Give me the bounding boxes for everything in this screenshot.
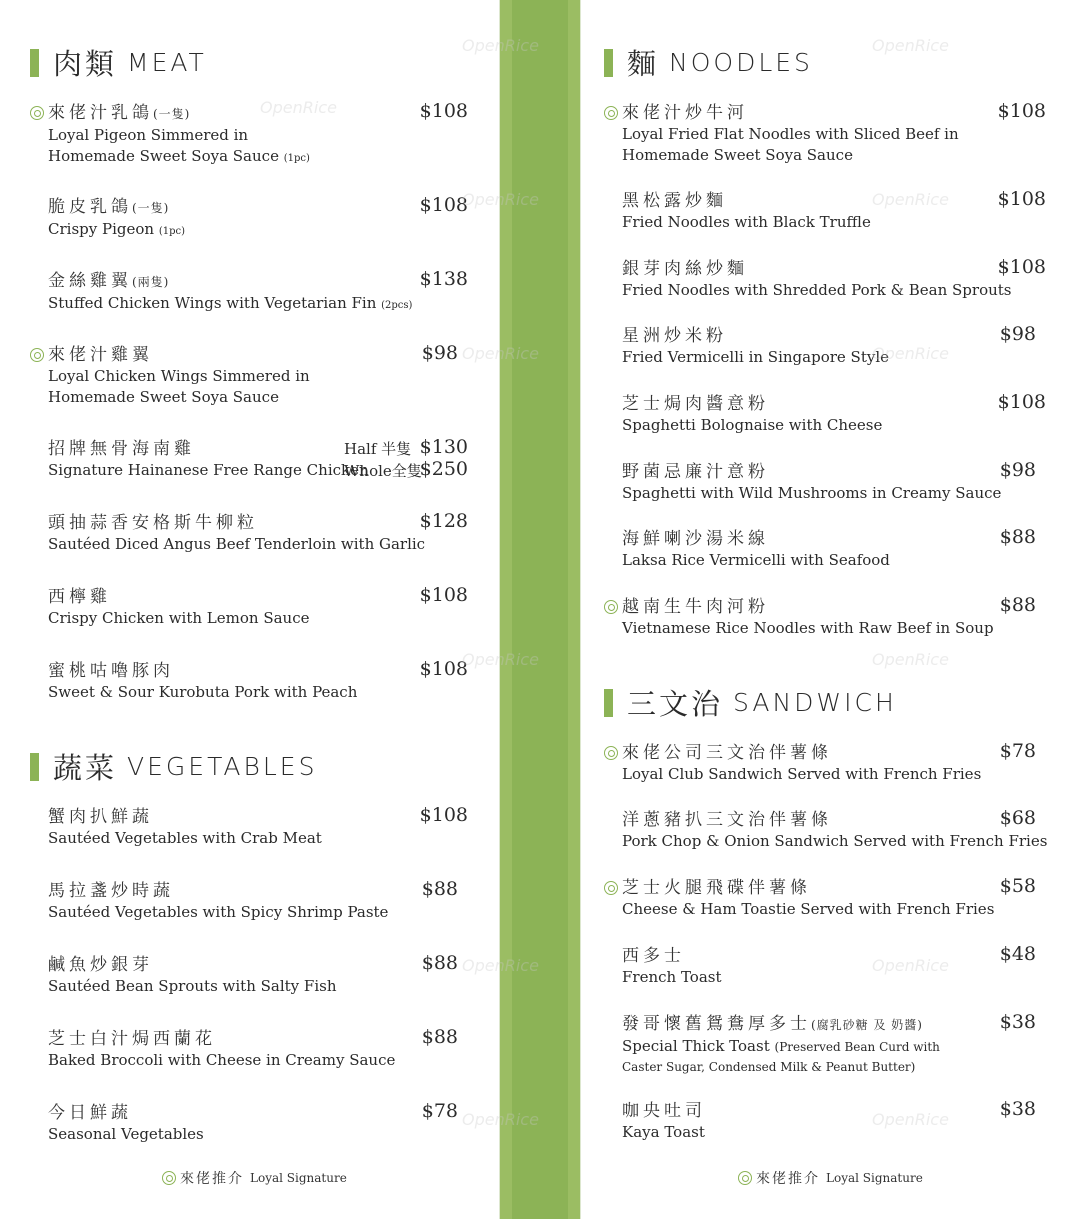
item-price: $108 xyxy=(997,100,1046,122)
watermark-logo: OpenRice xyxy=(872,650,949,669)
item-name-en: Stuffed Chicken Wings with Vegetarian Fin xyxy=(48,294,377,312)
menu-item xyxy=(622,258,1011,301)
menu-item xyxy=(48,438,369,481)
menu-item xyxy=(48,660,357,703)
section-title-en: VEGETABLES xyxy=(127,752,318,781)
menu-item xyxy=(622,325,889,368)
section-title-zh: 三文治 xyxy=(627,687,724,721)
item-name-zh: 星洲炒米粉 xyxy=(622,326,727,346)
item-name-en-line2: Homemade Sweet Soya Sauce xyxy=(622,146,853,164)
section-title-zh: 麵 xyxy=(627,47,660,81)
section-title-zh: 肉類 xyxy=(53,47,118,81)
section-title-en: SANDWICH xyxy=(733,688,897,717)
section-title-vegetables xyxy=(30,746,317,787)
item-name-en: Signature Hainanese Free Range Chicken xyxy=(48,461,369,479)
menu-item xyxy=(622,102,959,166)
menu-item xyxy=(622,461,1001,504)
item-price: $78 xyxy=(999,740,1036,762)
item-note-en: (Preserved Bean Curd with xyxy=(774,1040,940,1054)
signature-icon xyxy=(738,1171,752,1185)
item-name-en: Loyal Chicken Wings Simmered in xyxy=(48,367,310,385)
item-note-zh: (一隻) xyxy=(132,201,170,215)
item-price-half: $130 xyxy=(419,436,468,458)
menu-item xyxy=(622,190,871,233)
section-bar-icon xyxy=(30,753,39,781)
item-name-zh: 野菌忌廉汁意粉 xyxy=(622,462,769,482)
item-name-en: Loyal Pigeon Simmered in xyxy=(48,126,249,144)
item-price: $38 xyxy=(999,1011,1036,1033)
item-price: $108 xyxy=(419,804,468,826)
item-name-zh: 西檸雞 xyxy=(48,587,111,607)
item-name-zh: 芝士焗肉醬意粉 xyxy=(622,394,769,414)
center-band-right xyxy=(568,0,580,1219)
left-menu-column xyxy=(0,0,498,1219)
item-price: $98 xyxy=(999,323,1036,345)
menu-item xyxy=(622,742,981,785)
section-title-meat xyxy=(30,42,207,83)
item-name-en: French Toast xyxy=(622,968,722,986)
item-name-zh: 洋蔥豬扒三文治伴薯條 xyxy=(622,810,832,830)
item-name-en: Crispy Pigeon xyxy=(48,220,155,238)
footer-en: Loyal Signature xyxy=(826,1171,923,1185)
item-name-en: Sautéed Bean Sprouts with Salty Fish xyxy=(48,977,337,995)
menu-item xyxy=(48,806,322,849)
section-bar-icon xyxy=(604,689,613,717)
item-name-en: Vietnamese Rice Noodles with Raw Beef in Soup xyxy=(622,619,994,637)
item-price: $108 xyxy=(997,256,1046,278)
item-name-en-line2: Caster Sugar, Condensed Milk & Peanut Butter) xyxy=(622,1060,916,1074)
item-name-en: Fried Noodles with Shredded Pork & Bean Sprouts xyxy=(622,281,1012,299)
menu-item xyxy=(48,1028,395,1071)
item-price: $108 xyxy=(419,584,468,606)
item-name-zh: 脆皮乳鴿 xyxy=(48,197,132,217)
item-name-en-line2: Homemade Sweet Soya Sauce xyxy=(48,388,279,406)
item-name-zh: 頭抽蒜香安格斯牛柳粒 xyxy=(48,513,258,533)
item-name-en: Seasonal Vegetables xyxy=(48,1125,204,1143)
watermark-logo: OpenRice xyxy=(872,344,949,363)
item-price: $78 xyxy=(421,1100,458,1122)
item-price-whole: $250 xyxy=(419,458,468,480)
item-name-en: Laksa Rice Vermicelli with Seafood xyxy=(622,551,890,569)
section-title-noodles xyxy=(604,42,813,83)
item-price: $128 xyxy=(419,510,468,532)
item-price: $88 xyxy=(999,526,1036,548)
menu-item xyxy=(48,196,185,242)
menu-item xyxy=(48,344,310,408)
item-name-zh: 越南生牛肉河粉 xyxy=(622,597,769,617)
item-price: $48 xyxy=(999,943,1036,965)
item-name-zh: 鹹魚炒銀芽 xyxy=(48,955,153,975)
item-name-zh: 西多士 xyxy=(622,946,685,966)
item-name-en: Loyal Club Sandwich Served with French Fries xyxy=(622,765,982,783)
menu-item xyxy=(622,877,994,920)
item-note-en: (2pcs) xyxy=(381,300,413,311)
item-name-zh: 蜜桃咕嚕豚肉 xyxy=(48,661,174,681)
footer-signature-legend xyxy=(738,1168,923,1188)
item-price: $108 xyxy=(419,100,468,122)
item-name-en: Spaghetti with Wild Mushrooms in Creamy Sauce xyxy=(622,484,1002,502)
center-band-left xyxy=(500,0,512,1219)
menu-item xyxy=(622,1013,940,1077)
watermark-logo: OpenRice xyxy=(462,650,539,669)
item-note-zh: (一隻) xyxy=(153,107,191,121)
menu-item xyxy=(622,945,722,988)
menu-item xyxy=(48,954,336,997)
item-name-en: Fried Vermicelli in Singapore Style xyxy=(622,348,889,366)
item-name-en: Sautéed Vegetables with Spicy Shrimp Paste xyxy=(48,903,389,921)
item-price: $108 xyxy=(419,658,468,680)
item-name-zh: 蟹肉扒鮮蔬 xyxy=(48,807,153,827)
footer-zh: 來佬推介 xyxy=(756,1171,820,1187)
signature-icon xyxy=(604,746,618,760)
item-price: $88 xyxy=(421,1026,458,1048)
item-price: $88 xyxy=(421,878,458,900)
item-name-zh: 咖央吐司 xyxy=(622,1101,706,1121)
item-price: $98 xyxy=(421,342,458,364)
menu-item xyxy=(622,1100,706,1143)
item-price: $108 xyxy=(997,188,1046,210)
item-name-en: Sautéed Vegetables with Crab Meat xyxy=(48,829,322,847)
divider-line-right xyxy=(580,0,581,1219)
item-name-en: Cheese & Ham Toastie Served with French Fries xyxy=(622,900,995,918)
menu-item xyxy=(622,809,1047,852)
section-bar-icon xyxy=(30,49,39,77)
signature-icon xyxy=(30,106,44,120)
menu-item xyxy=(48,586,310,629)
item-name-zh: 金絲雞翼 xyxy=(48,271,132,291)
footer-signature-legend xyxy=(162,1168,347,1188)
item-name-zh: 發哥懷舊鴛鴦厚多士 xyxy=(622,1014,811,1034)
item-name-zh: 芝士白汁焗西蘭花 xyxy=(48,1029,216,1049)
item-name-en: Kaya Toast xyxy=(622,1123,705,1141)
menu-item xyxy=(622,393,882,436)
menu-item xyxy=(48,270,412,316)
item-price: $108 xyxy=(997,391,1046,413)
item-price: $108 xyxy=(419,194,468,216)
item-name-zh: 來佬公司三文治伴薯條 xyxy=(622,743,832,763)
section-title-sandwich xyxy=(604,682,897,723)
item-name-zh: 來佬汁雞翼 xyxy=(48,345,153,365)
section-title-en: MEAT xyxy=(127,48,207,77)
item-name-zh: 黑松露炒麵 xyxy=(622,191,727,211)
item-price: $68 xyxy=(999,807,1036,829)
item-name-en: Loyal Fried Flat Noodles with Sliced Beef in xyxy=(622,125,959,143)
item-name-zh: 來佬汁乳鴿 xyxy=(48,103,153,123)
section-title-en: NOODLES xyxy=(669,48,813,77)
item-note-zh: (兩隻) xyxy=(132,275,170,289)
item-name-en: Sautéed Diced Angus Beef Tenderloin with Garlic xyxy=(48,535,426,553)
watermark-logo: OpenRice xyxy=(872,36,949,55)
item-note-en: (1pc) xyxy=(283,153,310,164)
right-menu-column xyxy=(582,0,1080,1219)
item-price: $88 xyxy=(421,952,458,974)
signature-icon xyxy=(604,600,618,614)
item-name-zh: 海鮮喇沙湯米線 xyxy=(622,529,769,549)
whole-label: Whole全隻 xyxy=(344,462,422,480)
item-price: $58 xyxy=(999,875,1036,897)
center-band xyxy=(512,0,568,1219)
half-label: Half 半隻 xyxy=(344,440,412,458)
watermark-logo: OpenRice xyxy=(872,1110,949,1129)
watermark-logo: OpenRice xyxy=(462,36,539,55)
watermark-logo: OpenRice xyxy=(462,956,539,975)
item-note-zh: (腐乳砂糖 及 奶醬) xyxy=(811,1018,923,1032)
item-name-zh: 芝士火腿飛碟伴薯條 xyxy=(622,878,811,898)
menu-item xyxy=(48,1102,204,1145)
item-name-zh: 今日鮮蔬 xyxy=(48,1103,132,1123)
item-name-en-line2: Homemade Sweet Soya Sauce xyxy=(48,147,279,165)
item-price: $88 xyxy=(999,594,1036,616)
watermark-logo: OpenRice xyxy=(872,190,949,209)
item-price: $138 xyxy=(419,268,468,290)
menu-item xyxy=(48,880,388,923)
divider-line-left xyxy=(499,0,500,1219)
item-name-en: Crispy Chicken with Lemon Sauce xyxy=(48,609,310,627)
signature-icon xyxy=(162,1171,176,1185)
watermark-logo: OpenRice xyxy=(462,344,539,363)
item-name-en: Sweet & Sour Kurobuta Pork with Peach xyxy=(48,683,358,701)
item-name-en: Spaghetti Bolognaise with Cheese xyxy=(622,416,883,434)
watermark-logo: OpenRice xyxy=(872,956,949,975)
menu-item xyxy=(622,596,994,639)
item-price: $38 xyxy=(999,1098,1036,1120)
section-title-zh: 蔬菜 xyxy=(53,751,118,785)
item-name-zh: 馬拉盞炒時蔬 xyxy=(48,881,174,901)
footer-zh: 來佬推介 xyxy=(180,1171,244,1187)
footer-en: Loyal Signature xyxy=(250,1171,347,1185)
signature-icon xyxy=(604,106,618,120)
item-name-zh: 來佬汁炒牛河 xyxy=(622,103,748,123)
signature-icon xyxy=(30,348,44,362)
watermark-logo: OpenRice xyxy=(462,190,539,209)
watermark-logo: OpenRice xyxy=(462,1110,539,1129)
item-name-en: Baked Broccoli with Cheese in Creamy Sauce xyxy=(48,1051,396,1069)
item-name-en: Fried Noodles with Black Truffle xyxy=(622,213,871,231)
menu-item xyxy=(622,528,890,571)
section-bar-icon xyxy=(604,49,613,77)
item-price: $98 xyxy=(999,459,1036,481)
item-name-en: Pork Chop & Onion Sandwich Served with French Fries xyxy=(622,832,1048,850)
item-name-en: Special Thick Toast xyxy=(622,1037,770,1055)
item-name-zh: 招牌無骨海南雞 xyxy=(48,439,195,459)
watermark-logo: OpenRice xyxy=(260,98,337,117)
menu-item xyxy=(48,512,425,555)
item-note-en: (1pc) xyxy=(158,226,186,237)
item-name-zh: 銀芽肉絲炒麵 xyxy=(622,259,748,279)
signature-icon xyxy=(604,881,618,895)
